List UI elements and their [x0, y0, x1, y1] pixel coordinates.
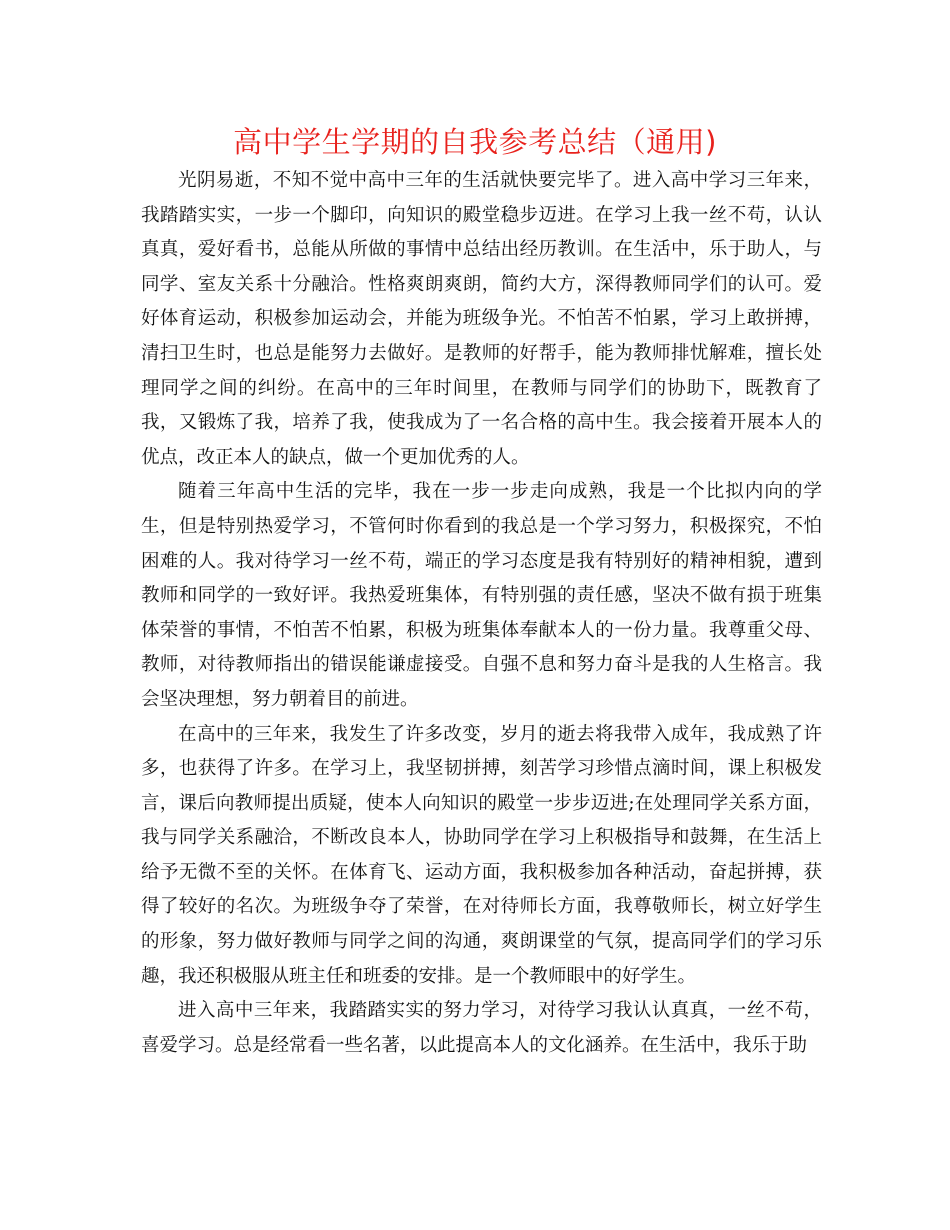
paragraph-1: 光阴易逝，不知不觉中高中三年的生活就快要完毕了。进入高中学习三年来，我踏踏实实，一步一个脚印，向知识的殿堂稳步迈进。在学习上我一丝不苟，认认真真，爱好看书，总能从所做的事情中总结出经历教训。在生活中，乐于助人，与同学、室友关系十分融洽。性格爽朗爽朗，简约大方，深得教师同学们的认可。爱好体育运动，积极参加运动会，并能为班级争光。不怕苦不怕累，学习上敢拼搏，清扫卫生时，也总是能努力去做好。是教师的好帮手，能为教师排忧解难，擅长处理同学之间的纠纷。在高中的三年时间里，在教师与同学们的协助下，既教育了我，又锻炼了我，培养了我，使我成为了一名合格的高中生。我会接着开展本人的优点，改正本人的缺点，做一个更加优秀的人。: [141, 170, 822, 468]
document-body: [141, 164, 822, 1063]
paragraph-3: 在高中的三年来，我发生了许多改变，岁月的逝去将我带入成年，我成熟了许多，也获得了许多。在学习上，我坚韧拼搏，刻苦学习珍惜点滴时间，课上积极发言，课后向教师提出质疑，使本人向知识的殿堂一步步迈进;在处理同学关系方面，我与同学关系融洽，不断改良本人，协助同学在学习上积极指导和鼓舞，在生活上给予无微不至的关怀。在体育飞、运动方面，我积极参加各种活动，奋起拼搏，获得了较好的名次。为班级争夺了荣誉，在对待师长方面，我尊敬师长，树立好学生的形象，努力做好教师与同学之间的沟通，爽朗课堂的气氛，提高同学们的学习乐趣，我还积极服从班主任和班委的安排。是一个教师眼中的好学生。: [141, 723, 822, 987]
document-title: 高中学生学期的自我参考总结（通用): [233, 125, 717, 159]
paragraph-4: 进入高中三年来，我踏踏实实的努力学习，对待学习我认认真真，一丝不苟，喜爱学习。总是经常看一些名著，以此提高本人的文化涵养。在生活中，我乐于助: [141, 1000, 822, 1056]
paragraph-2: 随着三年高中生活的完毕，我在一步一步走向成熟，我是一个比拟内向的学生，但是特别热爱学习，不管何时你看到的我总是一个学习努力，积极探究，不怕困难的人。我对待学习一丝不苟，端正的学习态度是我有特别好的精神相貌，遭到教师和同学的一致好评。我热爱班集体，有特别强的责任感，坚决不做有损于班集体荣誉的事情，不怕苦不怕累，积极为班集体奉献本人的一份力量。我尊重父母、教师，对待教师指出的错误能谦虚接受。自强不息和努力奋斗是我的人生格言。我会坚决理想，努力朝着目的前进。: [141, 481, 822, 710]
